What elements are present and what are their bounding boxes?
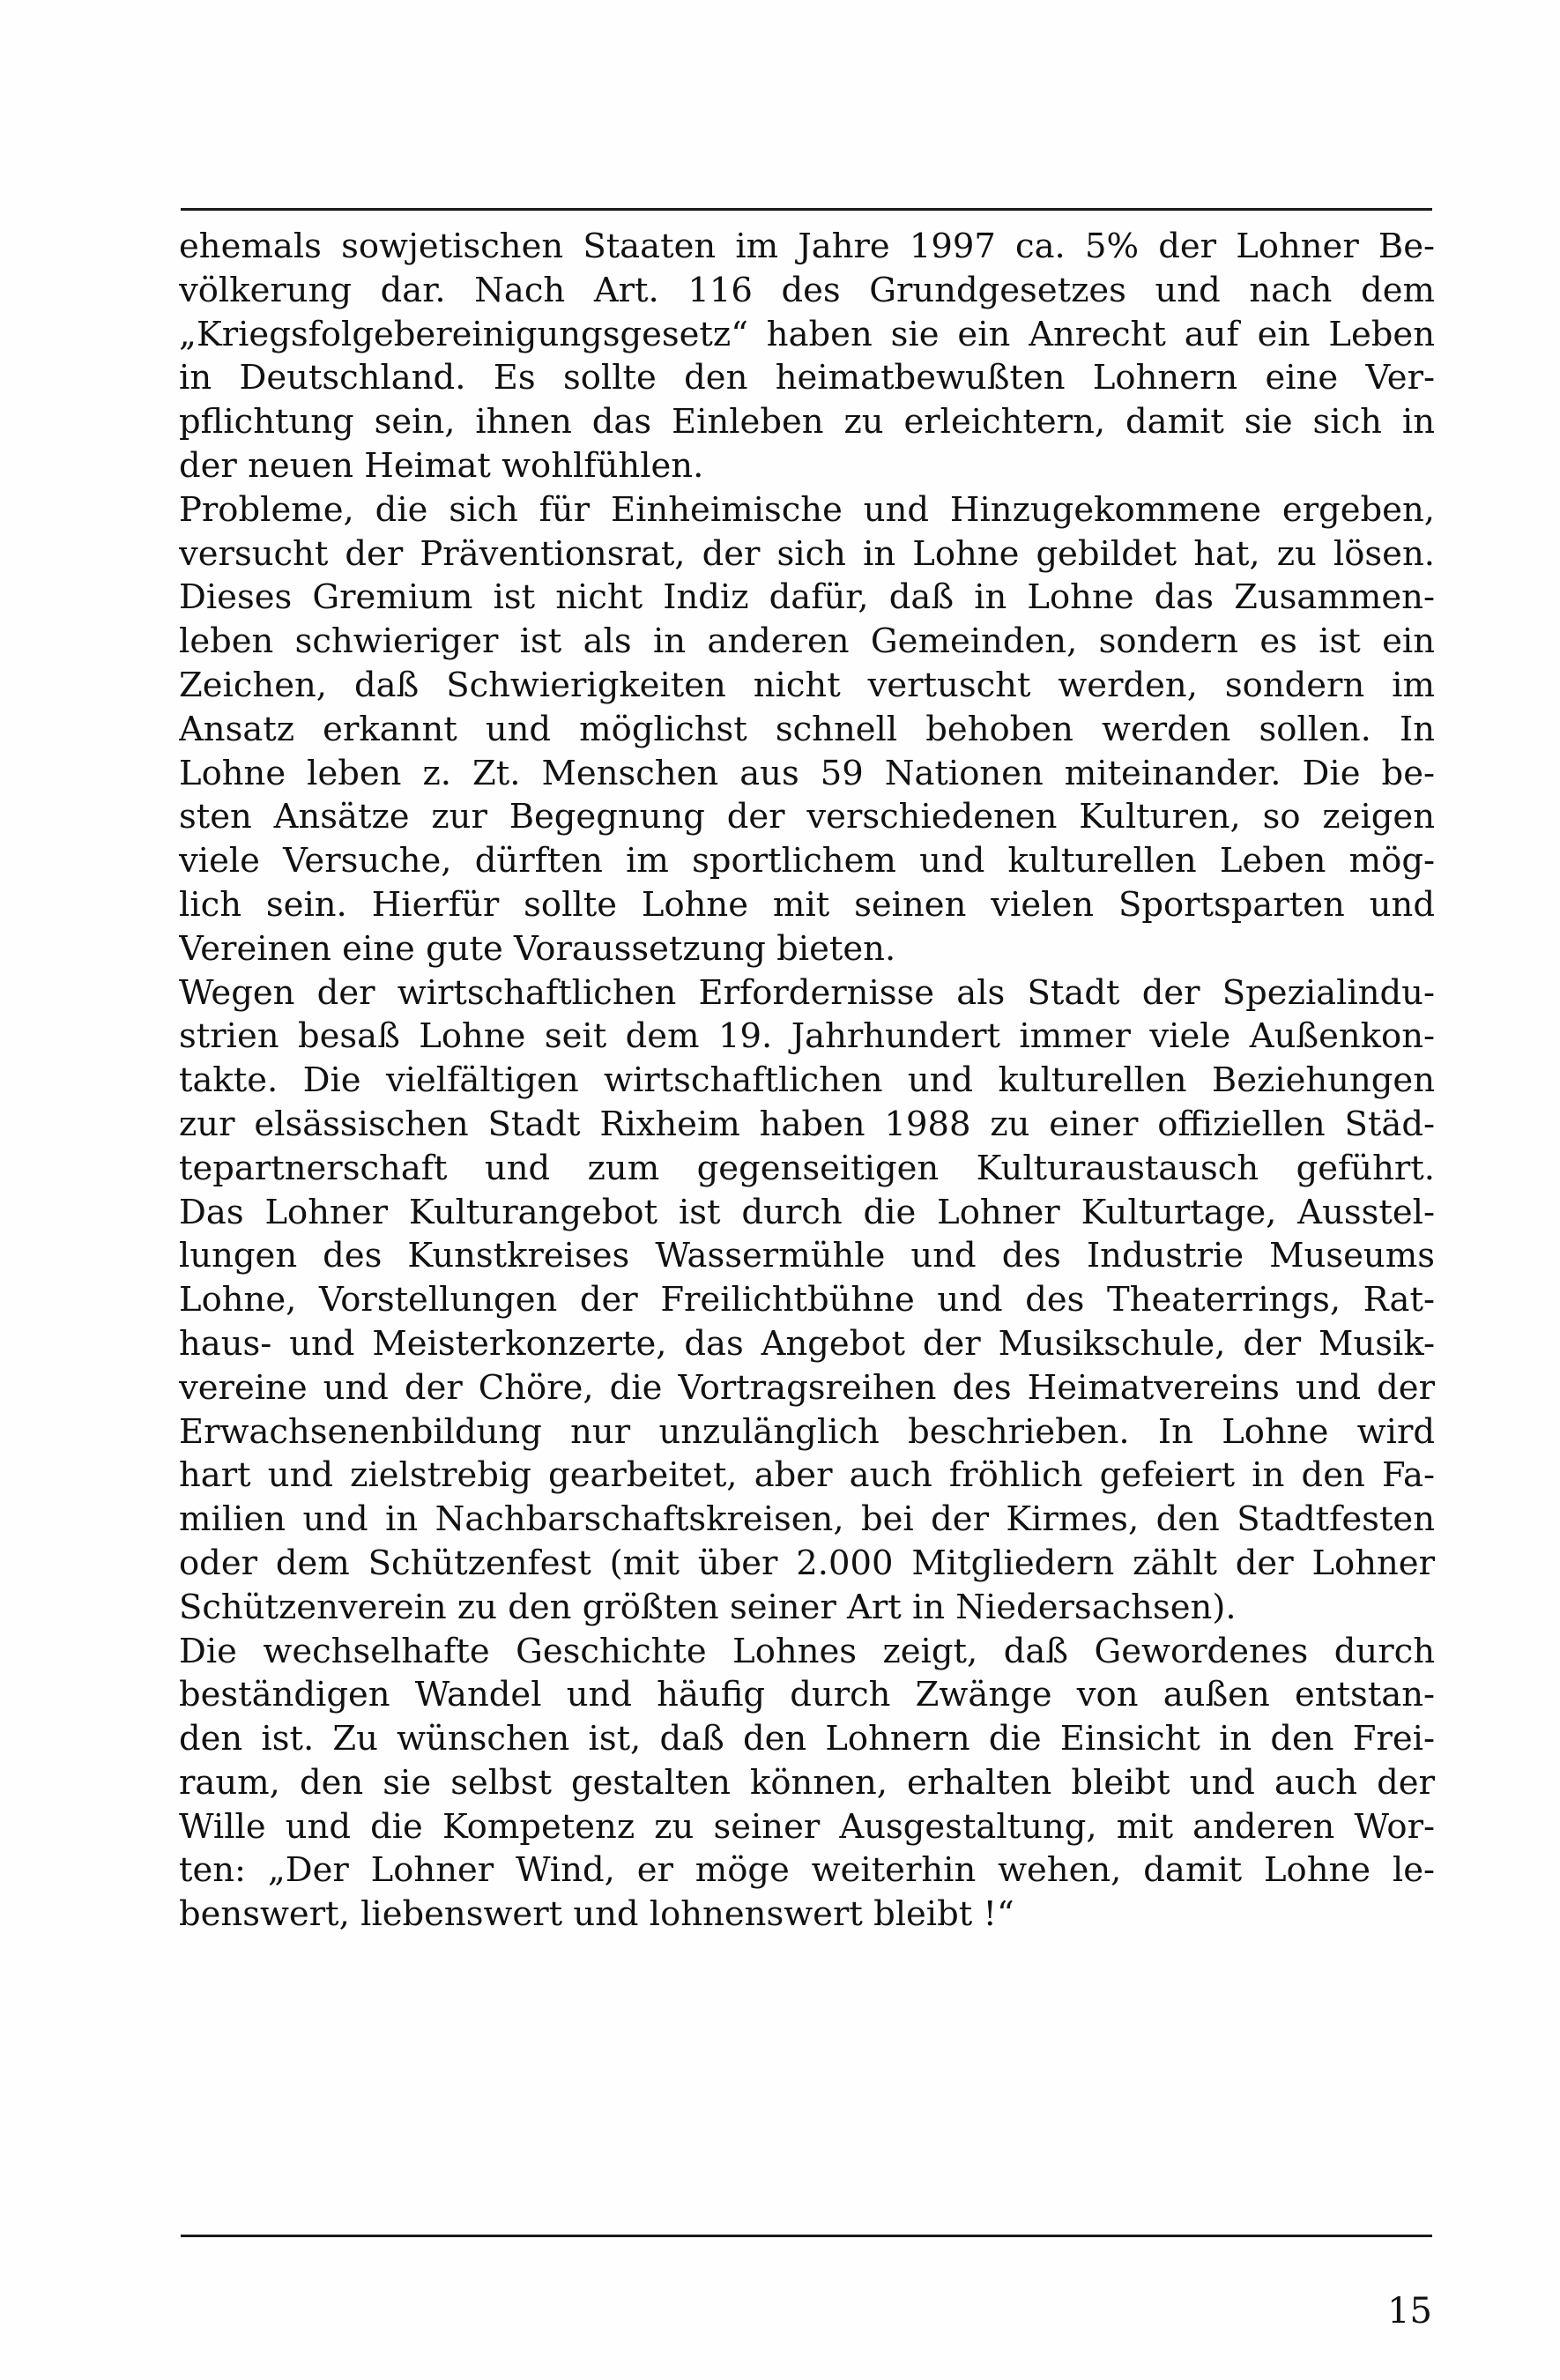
text-line: beständigen Wandel und häufig durch Zwänge von außen entstan- [179,1675,1435,1715]
text-line: Erwachsenenbildung nur unzulänglich beschrieben. In Lohne wird [179,1411,1435,1452]
text-line: hart und zielstrebig gearbeitet, aber auch fröhlich gefeiert in den Fa- [179,1455,1435,1496]
text-line: milien und in Nachbarschaftskreisen, bei der Kirmes, den Stadtfesten [179,1499,1435,1540]
text-line: den ist. Zu wünschen ist, daß den Lohnern die Einsicht in den Frei- [179,1719,1435,1759]
text-line: strien besaß Lohne seit dem 19. Jahrhundert immer viele Außenkon- [179,1016,1435,1057]
text-line: takte. Die vielfältigen wirtschaftlichen und kulturellen Beziehungen [179,1060,1435,1101]
text-line: Ansatz erkannt und möglichst schnell behoben werden sollen. In [179,709,1435,749]
text-line: Schützenverein zu den größten seiner Art in Niedersachsen). [179,1587,1237,1627]
text-line: ehemals sowjetischen Staaten im Jahre 1997 ca. 5% der Lohner Be- [179,227,1435,266]
text-line: Zeichen, daß Schwierigkeiten nicht vertuscht werden, sondern im [179,665,1435,705]
top-rule [181,208,1432,211]
text-line: oder dem Schützenfest (mit über 2.000 Mitgliedern zählt der Lohner [179,1543,1435,1583]
text-line: Dieses Gremium ist nicht Indiz dafür, daß in Lohne das Zusammen- [179,577,1435,618]
text-line: viele Versuche, dürften im sportlichem und kulturellen Leben mög- [179,841,1435,881]
text-line: Vereinen eine gute Voraussetzung bieten. [179,928,896,969]
text-line: haus- und Meisterkonzerte, das Angebot der Musikschule, der Musik- [179,1323,1435,1364]
text-line: Probleme, die sich für Einheimische und Hinzugekommene ergeben, [179,489,1435,530]
text-line: in Deutschland. Es sollte den heimatbewußten Lohnern eine Ver- [179,358,1435,398]
text-line: versucht der Präventionsrat, der sich in Lohne gebildet hat, zu lösen. [179,533,1435,574]
text-line: vereine und der Chöre, die Vortragsreihen des Heimatvereins und der [179,1367,1435,1408]
text-line: Lohne, Vorstellungen der Freilichtbühne und des Theaterrings, Rat- [179,1280,1435,1320]
text-line: benswert, liebenswert und lohnenswert bleibt !“ [179,1894,1014,1935]
text-line: der neuen Heimat wohlfühlen. [179,445,704,486]
text-line: Das Lohner Kulturangebot ist durch die Lohner Kulturtage, Ausstel- [179,1192,1435,1232]
text-line: Wille und die Kompetenz zu seiner Ausgestaltung, mit anderen Wor- [179,1806,1435,1847]
text-line: tepartnerschaft und zum gegenseitigen Kulturaustausch geführt. [179,1148,1435,1188]
text-line: Die wechselhafte Geschichte Lohnes zeigt, daß Gewordenes durch [179,1631,1435,1671]
text-line: pflichtung sein, ihnen das Einleben zu erleichtern, damit sie sich in [179,402,1435,443]
text-line: Lohne leben z. Zt. Menschen aus 59 Nationen miteinander. Die be- [179,753,1435,793]
text-line: lungen des Kunstkreises Wassermühle und des Industrie Museums [179,1236,1435,1276]
text-line: raum, den sie selbst gestalten können, erhalten bleibt und auch der [179,1762,1435,1803]
text-line: sten Ansätze zur Begegnung der verschiedenen Kulturen, so zeigen [179,797,1435,837]
bottom-rule [181,2235,1432,2237]
text-line: Wegen der wirtschaftlichen Erfordernisse als Stadt der Spezialindu- [179,972,1435,1013]
text-line: leben schwieriger ist als in anderen Gemeinden, sondern es ist ein [179,621,1435,662]
body-text [179,225,1435,1937]
text-line: ten: „Der Lohner Wind, er möge weiterhin wehen, damit Lohne le- [179,1850,1435,1891]
text-line: völkerung dar. Nach Art. 116 des Grundgesetzes und nach dem [179,270,1435,310]
text-line: „Kriegsfolgebereinigungsgesetz“ haben sie ein Anrecht auf ein Leben [179,314,1435,354]
text-line: lich sein. Hierfür sollte Lohne mit seinen vielen Sportsparten und [179,884,1435,925]
text-line: zur elsässischen Stadt Rixheim haben 1988 zu einer offiziellen Städ- [179,1104,1435,1144]
page-number: 15 [1387,2291,1432,2332]
